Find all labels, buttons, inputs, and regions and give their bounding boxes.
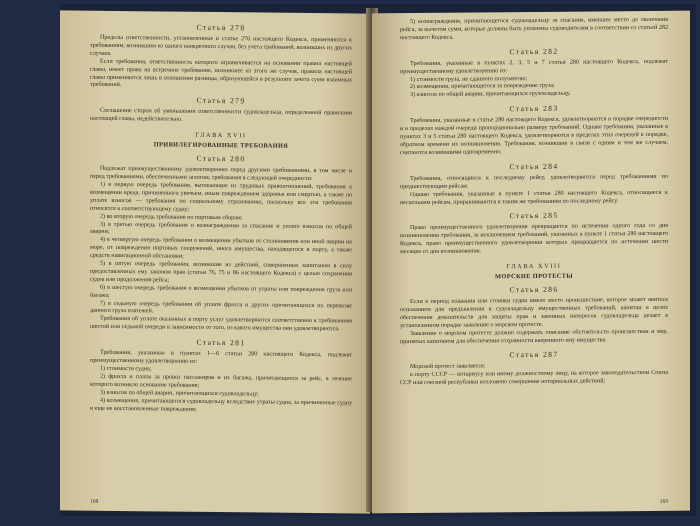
paragraph: Требования, указанные в пунктах 1—6 статьи 280 настоящего Кодекса, подлежат преимущественному удовлетворению из:	[90, 349, 352, 365]
paragraph: Требования, указанные в статье 280 настоящего Кодекса, удовлетворяются в порядке очередности и в пределах каждой очереди пропорционально размеру требований. Однако требования, указанные в пунктах 3 и 5 статьи 280 настоящего Кодекса, удовлетворяются в пределах этих очередей в порядке, обратном времени их возникновения. Требования, возникшие в связи с одним и тем же случаем, считаются возникшими одновременно.	[400, 116, 668, 157]
paragraph: Если в период плавания или стоянки судна имело место происшествие, которое может явиться основанием для предъявления к судовладельцу имущественных требований, капитан в целях обеспечения доказательств для защиты прав и законных интересов судовладельца делает в установленном порядке заявление о морском протесте.	[400, 296, 668, 329]
paragraph: Требования, указанные в пунктах 2, 3, 5 и 7 статьи 280 настоящего Кодекса, подлежат преимущественному удовлетворению из:	[400, 58, 668, 75]
paragraph: Морской протест заявляется:	[410, 363, 486, 371]
right-page	[372, 11, 690, 514]
chapter-number: ГЛАВА XVII	[195, 131, 247, 140]
paragraph: 4) в четвертую очередь требования о возмещении убытков от столкновения или иной аварии на море, от повреждения портовых сооружений, иного имущества, находящегося в порту, а также средств навигационной обстановки;	[90, 237, 352, 260]
paragraph: 7) в седьмую очередь требования об уплате фрахта и других причитающихся по перевозке данного груза платежей.	[90, 300, 352, 315]
paragraph: 2) во вторую очередь требования по портовым сборам;	[100, 213, 243, 221]
chapter-title: ПРИВИЛЕГИРОВАННЫЕ ТРЕБОВАНИЯ	[153, 141, 289, 150]
paragraph: 5) в пятую очередь требования, возникшие из действий, совершенных капитаном в силу предоставленных ему законом прав (статьи 76, 75 и 86 настоящего Кодекса) с целью сохранения судна или продолжения рейса;	[90, 260, 352, 284]
paragraph: Пределы ответственности, установленные в статье 276 настоящего Кодекса, применяются к требованиям, возникшим из одного конкретного случая, без учета требований, возникших из других случаев.	[90, 34, 352, 57]
paragraph: 6) в шестую очередь требования о возмещении убытков от утраты или повреждения груза или багажа;	[90, 284, 352, 299]
article-heading: Статья 281	[196, 337, 246, 348]
paragraph: Требования об уплате оказанных в порту услуг удовлетворяются соответственно к требованиям шестой или седьмой очереди в зависимости от того, из какого имущества они удовлетворяются.	[90, 316, 352, 333]
article-heading: Статья 285	[509, 211, 559, 221]
paragraph: 1) стоимости груза, не сданного получателю;	[410, 75, 528, 83]
paragraph: в порту СССР — нотариусу или иному должностному лицу, на которое законодательством Союза ССР или союзной республики возложено совершение нотариальных действий;	[400, 370, 668, 387]
paragraph: Соглашение сторон об уменьшении ответственности судовладельца, определенной правилами настоящей главы, недействительно.	[90, 108, 352, 123]
article-heading: Статья 279	[196, 96, 246, 106]
chapter-number: ГЛАВА XVIII	[506, 262, 562, 271]
page-number: 168	[90, 498, 99, 505]
paragraph: Однако требования, указанные в пункте 1 статьи 280 настоящего Кодекса, относящиеся к нескольким рейсам, приравниваются к таким же требованиям по последнему рейсу.	[400, 189, 668, 206]
article-heading: Статья 287	[509, 350, 559, 360]
paragraph: 2) фрахта и платы за провоз пассажиров и их багажа, причитающихся за рейс, в течение которого возникло основание требования;	[90, 373, 352, 389]
chapter-title: МОРСКИЕ ПРОТЕСТЫ	[495, 272, 573, 281]
article-heading: Статья 282	[509, 46, 559, 56]
paragraph: 1) стоимости судна;	[100, 365, 152, 373]
paragraph: 3) взносов по общей аварии, причитающихся судовладельцу;	[100, 389, 259, 398]
paragraph: 3) взносов по общей аварии, причитающихся грузовладельцу.	[410, 90, 571, 99]
article-heading: Статья 286	[509, 284, 559, 295]
article-heading: Статья 283	[509, 104, 559, 114]
open-book	[60, 4, 696, 516]
paragraph: Если требования, ответственность которого ограничивается на основании правил настоящей главы, имеет право на встречное требование, возникшее из этого же случая, правила настоящей главы применяются лишь в отношении разницы, образующейся в результате зачета сумм взаимных требований.	[90, 58, 352, 89]
article-heading: Статья 284	[509, 161, 559, 171]
left-page	[60, 10, 370, 513]
paragraph: 5) вознаграждения, причитающегося судовладельцу за спасание, имевшее место до окончания рейса, за вычетом сумм, которые должны быть уплачены судоводителям в соответствии со статьей 282 настоящего Кодекса.	[400, 16, 668, 41]
page-number: 169	[659, 498, 668, 505]
paragraph: Заявление о морском протесте должно содержать описание обстоятельств происшествия и мер, принятых капитаном для обеспечения сохранности вверенного ему имущества.	[400, 328, 668, 345]
paragraph: 2) возмещения, причитающегося за повреждение груза;	[410, 83, 555, 91]
paragraph: Право преимущественного удовлетворения прекращается по истечении одного года со дня возникновения требования, за исключением требований, указанных в пункте 1 статьи 280 настоящего Кодекса, право преимущественного удовлетворения которых прекращается по истечении шести месяцев со дня возникновения.	[400, 223, 668, 256]
paragraph: 4) возмещения, причитающегося судовладельцу вследствие утраты судна, за причиненные судну и еще не восстановленные повреждения;	[90, 397, 352, 413]
paragraph: 1) в первую очередь требования, вытекающие из трудовых правоотношений, требования о возмещении вреда, причиненного увечьем, иным повреждением здоровья или смертью, а также по уплате взносов — требования по социальному страхованию, поскольку все эти требования относятся к соответствующему судну;	[90, 181, 352, 213]
paragraph: 3) в третью очередь требования о вознаграждении за спасание и уплате взносов по общей аварии;	[90, 221, 352, 236]
paragraph: Подлежат преимущественному удовлетворению перед другими требованиями, в том числе и перед требованиями, обеспеченными залогом, требования в следующей очередности:	[90, 165, 352, 183]
article-heading: Статья 278	[196, 22, 246, 33]
paragraph: Требования, относящиеся к последнему рейсу, удовлетворяются перед требованиями по предшествующим рейсам.	[400, 173, 668, 190]
article-heading: Статья 280	[196, 153, 246, 164]
